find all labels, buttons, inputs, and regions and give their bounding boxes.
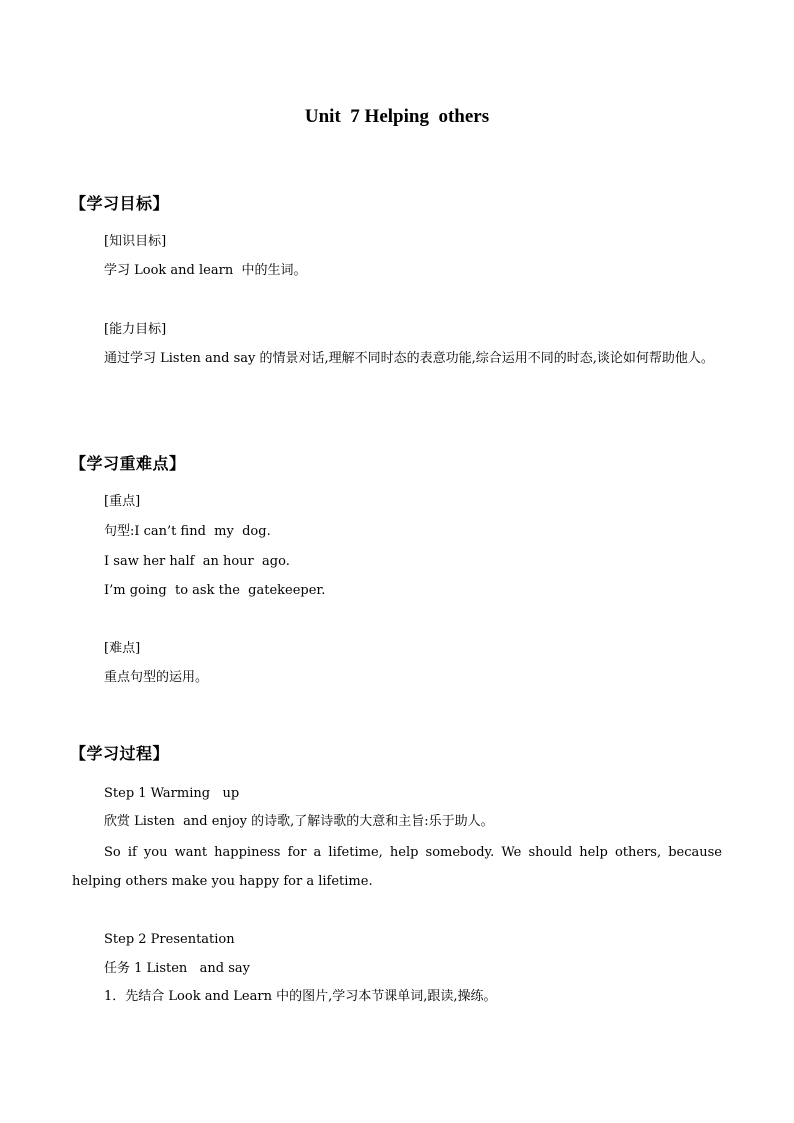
difficult-point-label: [难点] [104, 641, 141, 656]
knowledge-goal-label: [知识目标] [104, 234, 167, 249]
step1-poem-paragraph: So if you want happiness for a lifetime, help somebody. We should help others, because helping others make you happy for a lifetime. [72, 845, 722, 889]
key-point-sentence-3: I’m going to ask the gatekeeper. [104, 583, 326, 598]
task1-title: 任务 1 Listen and say [104, 961, 251, 976]
step2-title: Step 2 Presentation [104, 932, 235, 947]
ability-goal-text: 通过学习 Listen and say 的情景对话,理解不同时态的表意功能,综合运用不同的时态,谈论如何帮助他人。 [104, 351, 714, 366]
section-heading-key-points: 【学习重难点】 [70, 454, 186, 473]
section-heading-process: 【学习过程】 [70, 744, 170, 763]
step1-title: Step 1 Warming up [104, 786, 240, 801]
key-point-sentence-1: 句型:I can’t find my dog. [104, 524, 271, 539]
task1-item-1: 1．先结合 Look and Learn 中的图片,学习本节课单词,跟读,操练。 [104, 989, 497, 1004]
key-point-label: [重点] [104, 494, 141, 509]
section-heading-goals: 【学习目标】 [70, 194, 170, 213]
step1-text: 欣赏 Listen and enjoy 的诗歌,了解诗歌的大意和主旨:乐于助人。 [104, 814, 494, 829]
document-title: Unit 7 Helping others [304, 106, 490, 127]
ability-goal-label: [能力目标] [104, 322, 167, 337]
knowledge-goal-text: 学习 Look and learn 中的生词。 [104, 263, 307, 278]
key-point-sentence-2: I saw her half an hour ago. [104, 554, 290, 569]
difficult-point-text: 重点句型的运用。 [104, 670, 209, 685]
